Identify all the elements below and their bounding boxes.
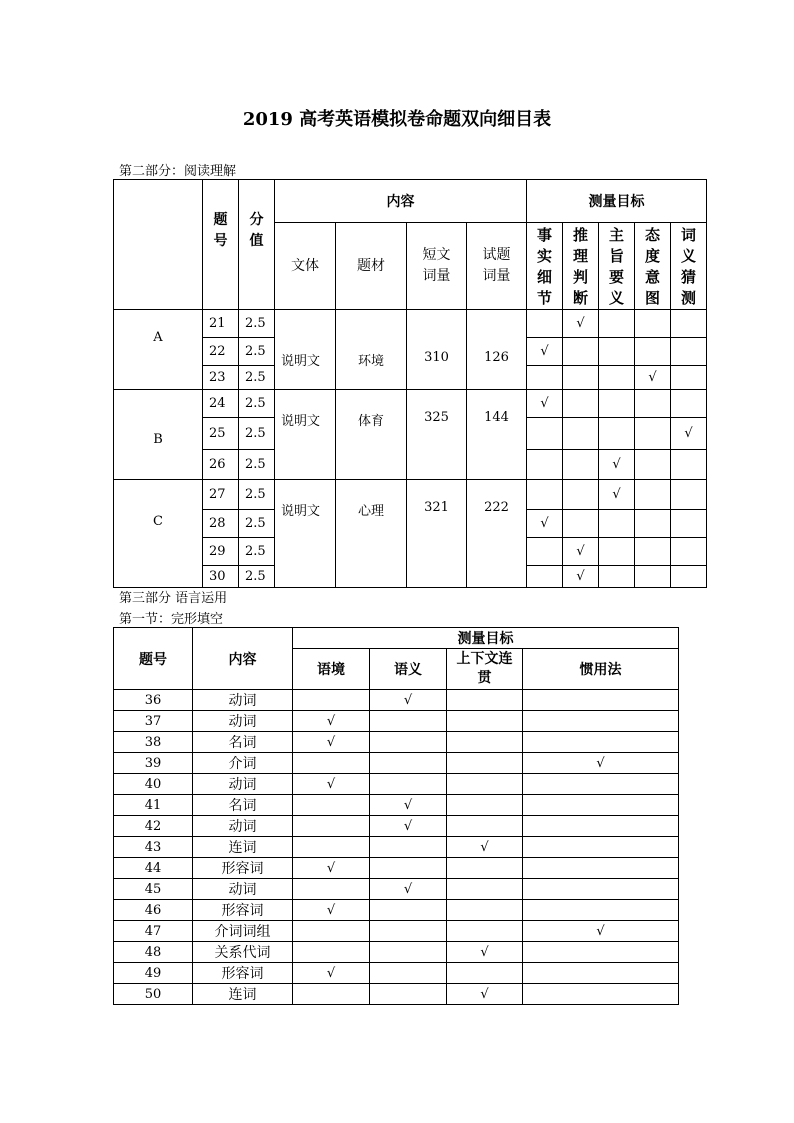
topic-cell: 体育	[336, 390, 407, 480]
goal-header-coherence: 上下文连 贯	[447, 649, 523, 690]
score-value: 2.5	[239, 566, 275, 588]
content-pos: 动词	[193, 816, 293, 837]
content-pos: 形容词	[193, 858, 293, 879]
question-number: 36	[114, 690, 193, 711]
goal-cell	[370, 963, 447, 984]
check-mark: √	[293, 858, 370, 879]
goal-cell	[523, 900, 679, 921]
goal-cell	[370, 711, 447, 732]
goal-cell	[370, 858, 447, 879]
goal-cell	[447, 879, 523, 900]
goal-cell	[599, 310, 635, 338]
check-mark: √	[370, 795, 447, 816]
score-header: 分 值	[239, 180, 275, 310]
goal-cell	[599, 538, 635, 566]
check-mark: √	[527, 338, 563, 366]
check-mark: √	[635, 366, 671, 390]
question-number: 46	[114, 900, 193, 921]
goal-cell	[293, 753, 370, 774]
question-number: 24	[203, 390, 239, 418]
goal-cell	[527, 450, 563, 480]
question-number: 41	[114, 795, 193, 816]
question-number: 25	[203, 418, 239, 450]
goal-cell	[599, 566, 635, 588]
question-number: 44	[114, 858, 193, 879]
question-number: 26	[203, 450, 239, 480]
question-words-cell: 126	[467, 310, 527, 390]
check-mark: √	[563, 310, 599, 338]
cloze-table	[113, 627, 679, 1005]
goal-cell	[523, 774, 679, 795]
check-mark: √	[293, 711, 370, 732]
goal-cell	[523, 879, 679, 900]
goal-cell	[635, 538, 671, 566]
score-value: 2.5	[239, 338, 275, 366]
check-mark: √	[563, 538, 599, 566]
table-row	[114, 942, 679, 963]
goal-cell	[599, 510, 635, 538]
goal-cell	[293, 921, 370, 942]
content-pos: 形容词	[193, 963, 293, 984]
goal-cell	[527, 538, 563, 566]
goal-header-detail: 事 实 细 节	[527, 223, 563, 310]
table-row	[114, 879, 679, 900]
goal-cell	[563, 338, 599, 366]
passage-label: B	[114, 390, 203, 480]
table-row	[114, 921, 679, 942]
table-row	[114, 753, 679, 774]
goal-cell	[635, 338, 671, 366]
content-pos: 动词	[193, 879, 293, 900]
goal-cell	[635, 310, 671, 338]
section-header-blank	[114, 180, 203, 310]
topic-cell: 环境	[336, 310, 407, 390]
part2-caption: 第二部分：阅读理解	[119, 164, 237, 179]
goal-header-usage: 惯用法	[523, 649, 679, 690]
goal-cell	[563, 450, 599, 480]
content-header: 内容	[275, 180, 527, 223]
table-row	[114, 774, 679, 795]
question-number: 45	[114, 879, 193, 900]
goal-cell	[671, 450, 707, 480]
goal-cell	[671, 538, 707, 566]
question-number: 23	[203, 366, 239, 390]
question-number: 40	[114, 774, 193, 795]
score-value: 2.5	[239, 510, 275, 538]
goal-cell	[523, 690, 679, 711]
question-number: 21	[203, 310, 239, 338]
goal-cell	[370, 942, 447, 963]
goal-cell	[527, 566, 563, 588]
genre-header: 文体	[275, 223, 336, 310]
check-mark: √	[293, 774, 370, 795]
content-pos: 名词	[193, 795, 293, 816]
goal-cell	[523, 858, 679, 879]
table-row	[114, 480, 707, 510]
question-number: 47	[114, 921, 193, 942]
score-value: 2.5	[239, 538, 275, 566]
genre-cell: 说明文	[275, 390, 336, 480]
goal-cell	[671, 566, 707, 588]
check-mark: √	[523, 753, 679, 774]
goal-cell	[635, 480, 671, 510]
content-pos: 动词	[193, 711, 293, 732]
table-row	[114, 816, 679, 837]
goal-cell	[527, 366, 563, 390]
table-row	[114, 711, 679, 732]
goal-cell	[293, 942, 370, 963]
goal-cell	[447, 816, 523, 837]
goal-cell	[293, 837, 370, 858]
passage-label: A	[114, 310, 203, 390]
goal-cell	[523, 963, 679, 984]
question-number: 22	[203, 338, 239, 366]
content-pos: 连词	[193, 984, 293, 1005]
goal-cell	[671, 310, 707, 338]
goal-cell	[293, 984, 370, 1005]
question-number: 43	[114, 837, 193, 858]
check-mark: √	[370, 690, 447, 711]
check-mark: √	[370, 816, 447, 837]
goal-header-inference: 推 理 判 断	[563, 223, 599, 310]
goal-cell	[523, 795, 679, 816]
passage-words-cell: 310	[407, 310, 467, 390]
content-pos: 连词	[193, 837, 293, 858]
score-value: 2.5	[239, 390, 275, 418]
goal-cell	[635, 418, 671, 450]
question-number-header: 题 号	[203, 180, 239, 310]
passage-label: C	[114, 480, 203, 588]
goal-cell	[447, 690, 523, 711]
goal-cell	[527, 310, 563, 338]
goal-cell	[447, 795, 523, 816]
goal-cell	[293, 690, 370, 711]
check-mark: √	[447, 942, 523, 963]
goal-cell	[671, 390, 707, 418]
check-mark: √	[527, 390, 563, 418]
content-pos: 名词	[193, 732, 293, 753]
goal-cell	[370, 837, 447, 858]
goal-cell	[523, 732, 679, 753]
check-mark: √	[293, 963, 370, 984]
table-row	[114, 963, 679, 984]
goal-cell	[671, 510, 707, 538]
check-mark: √	[563, 566, 599, 588]
goal-header-word-meaning: 词 义 猜 测	[671, 223, 707, 310]
passage-words-header: 短文 词量	[407, 223, 467, 310]
table-row	[114, 732, 679, 753]
passage-words-cell: 321	[407, 480, 467, 588]
goal-cell	[447, 711, 523, 732]
score-value: 2.5	[239, 480, 275, 510]
goal-cell	[635, 450, 671, 480]
goal-cell	[563, 418, 599, 450]
goal-cell	[671, 480, 707, 510]
page-title: 2019 高考英语模拟卷命题双向细目表	[242, 109, 552, 130]
table-row	[114, 310, 707, 338]
reading-table	[113, 179, 707, 588]
goal-cell	[370, 753, 447, 774]
measurement-goal-header: 测量目标	[293, 628, 679, 649]
measurement-goal-header: 测量目标	[527, 180, 707, 223]
goal-cell	[293, 795, 370, 816]
question-number: 37	[114, 711, 193, 732]
table-row	[114, 858, 679, 879]
content-pos: 动词	[193, 690, 293, 711]
question-words-cell: 222	[467, 480, 527, 588]
goal-cell	[370, 900, 447, 921]
genre-cell: 说明文	[275, 310, 336, 390]
content-pos: 介词词组	[193, 921, 293, 942]
question-words-cell: 144	[467, 390, 527, 480]
goal-cell	[370, 921, 447, 942]
goal-header-attitude: 态 度 意 图	[635, 223, 671, 310]
goal-header-semantics: 语义	[370, 649, 447, 690]
check-mark: √	[447, 837, 523, 858]
score-value: 2.5	[239, 450, 275, 480]
content-pos: 形容词	[193, 900, 293, 921]
table-row	[114, 837, 679, 858]
content-pos: 动词	[193, 774, 293, 795]
question-number: 28	[203, 510, 239, 538]
goal-cell	[370, 732, 447, 753]
goal-cell	[635, 390, 671, 418]
goal-cell	[563, 480, 599, 510]
goal-cell	[447, 753, 523, 774]
question-number: 27	[203, 480, 239, 510]
question-number: 42	[114, 816, 193, 837]
goal-header-context: 语境	[293, 649, 370, 690]
goal-cell	[527, 480, 563, 510]
table-row	[114, 795, 679, 816]
goal-cell	[635, 566, 671, 588]
question-number: 39	[114, 753, 193, 774]
goal-cell	[671, 338, 707, 366]
passage-words-cell: 325	[407, 390, 467, 480]
check-mark: √	[523, 921, 679, 942]
table-row	[114, 984, 679, 1005]
question-number: 50	[114, 984, 193, 1005]
question-words-header: 试题 词量	[467, 223, 527, 310]
topic-header: 题材	[336, 223, 407, 310]
goal-cell	[599, 418, 635, 450]
goal-cell	[447, 774, 523, 795]
check-mark: √	[293, 900, 370, 921]
table-row	[114, 390, 707, 418]
goal-cell	[563, 390, 599, 418]
goal-cell	[447, 858, 523, 879]
check-mark: √	[671, 418, 707, 450]
goal-cell	[523, 837, 679, 858]
score-value: 2.5	[239, 310, 275, 338]
table-row	[114, 900, 679, 921]
goal-cell	[293, 816, 370, 837]
question-number-header: 题号	[114, 628, 193, 690]
score-value: 2.5	[239, 366, 275, 390]
goal-cell	[293, 879, 370, 900]
check-mark: √	[370, 879, 447, 900]
goal-cell	[447, 732, 523, 753]
part3-subcaption: 第一节：完形填空	[119, 612, 224, 627]
table-row	[114, 690, 679, 711]
check-mark: √	[599, 480, 635, 510]
question-number: 29	[203, 538, 239, 566]
goal-cell	[527, 418, 563, 450]
goal-cell	[599, 338, 635, 366]
goal-cell	[523, 942, 679, 963]
goal-cell	[635, 510, 671, 538]
goal-cell	[563, 510, 599, 538]
goal-cell	[671, 366, 707, 390]
goal-cell	[370, 774, 447, 795]
goal-cell	[523, 984, 679, 1005]
goal-cell	[447, 900, 523, 921]
check-mark: √	[599, 450, 635, 480]
part3-caption: 第三部分 语言运用	[119, 591, 228, 606]
goal-cell	[370, 984, 447, 1005]
goal-cell	[447, 921, 523, 942]
goal-cell	[447, 963, 523, 984]
goal-cell	[563, 366, 599, 390]
content-header: 内容	[193, 628, 293, 690]
question-number: 48	[114, 942, 193, 963]
goal-cell	[599, 366, 635, 390]
check-mark: √	[293, 732, 370, 753]
check-mark: √	[447, 984, 523, 1005]
goal-cell	[523, 816, 679, 837]
goal-cell	[523, 711, 679, 732]
content-pos: 关系代词	[193, 942, 293, 963]
question-number: 30	[203, 566, 239, 588]
topic-cell: 心理	[336, 480, 407, 588]
question-number: 38	[114, 732, 193, 753]
goal-cell	[599, 390, 635, 418]
check-mark: √	[527, 510, 563, 538]
genre-cell: 说明文	[275, 480, 336, 588]
score-value: 2.5	[239, 418, 275, 450]
question-number: 49	[114, 963, 193, 984]
goal-header-main-idea: 主 旨 要 义	[599, 223, 635, 310]
content-pos: 介词	[193, 753, 293, 774]
